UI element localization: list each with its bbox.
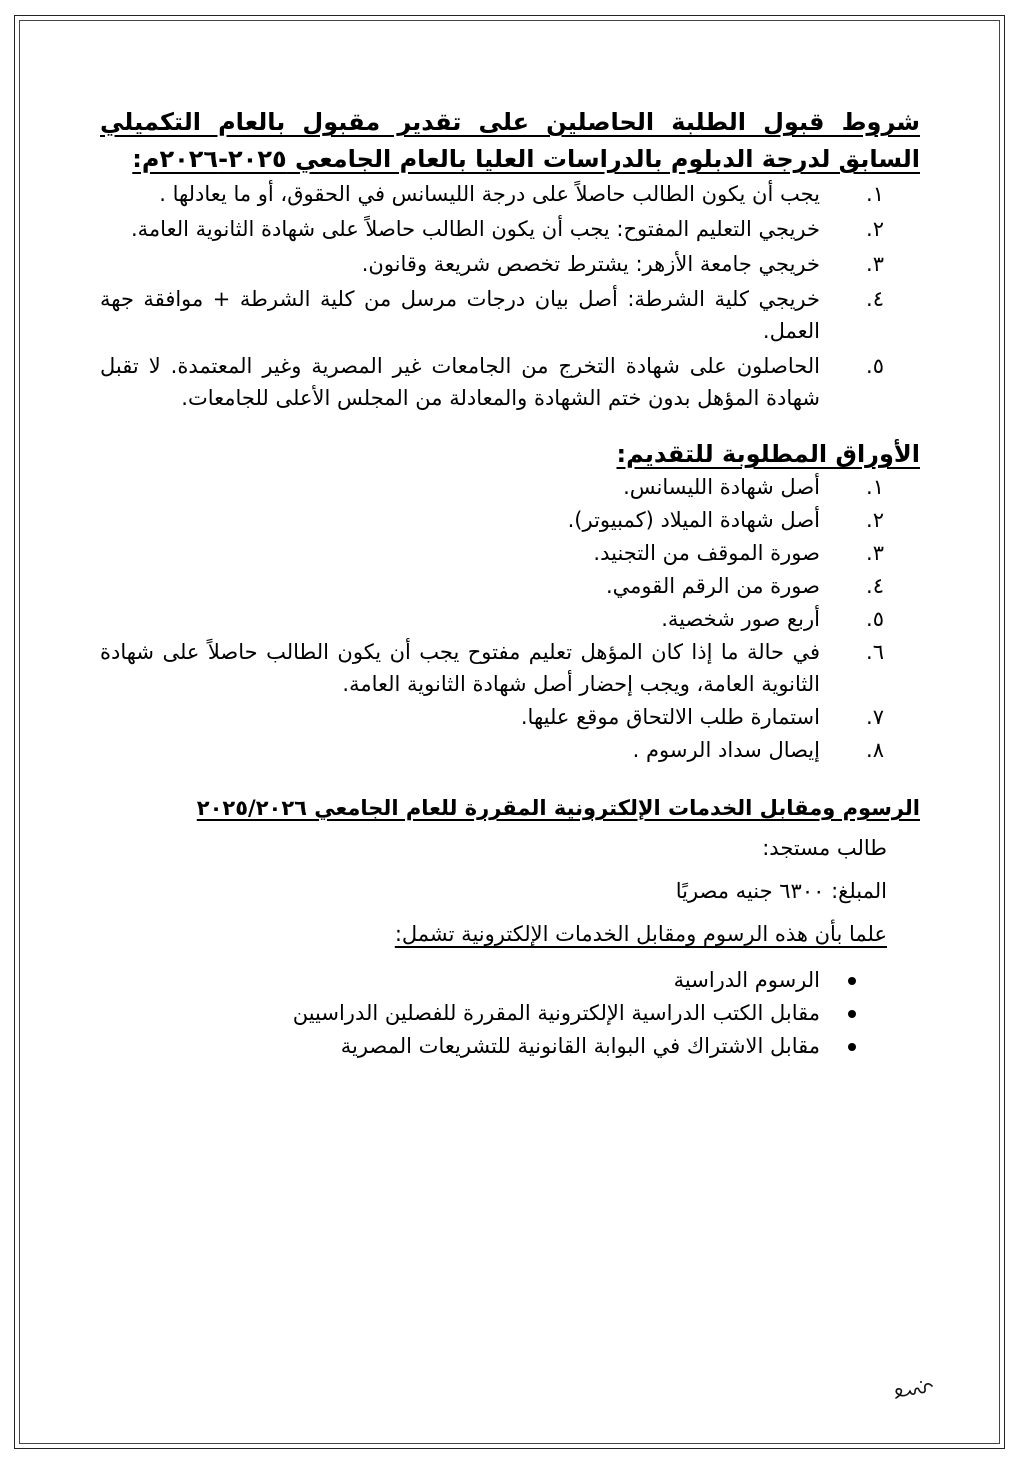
item-text: أصل شهادة الليسانس.	[623, 475, 820, 499]
item-text: استمارة طلب الالتحاق موقع عليها.	[520, 705, 820, 729]
item-text: يجب أن يكون الطالب حاصلاً على درجة الليسانس في الحقوق، أو ما يعادلها .	[159, 182, 820, 206]
item-text: الرسوم الدراسية	[673, 968, 820, 992]
condition-item	[100, 178, 920, 210]
item-number: ٣.	[866, 541, 884, 565]
item-text: إيصال سداد الرسوم .	[632, 738, 820, 762]
required-papers-list	[100, 471, 920, 766]
item-number: ٦.	[866, 640, 884, 664]
bullet-icon	[848, 1043, 856, 1051]
item-number: ٤.	[866, 574, 884, 598]
item-number: ٤.	[866, 287, 884, 311]
item-number: ١.	[866, 182, 884, 206]
bullet-icon	[848, 1010, 856, 1018]
paper-item	[100, 701, 920, 733]
item-text: صورة الموقف من التجنيد.	[593, 541, 820, 565]
item-text: مقابل الكتب الدراسية الإلكترونية المقررة للفصلين الدراسيين	[292, 1001, 820, 1025]
item-number: ٢.	[866, 217, 884, 241]
item-text: أربع صور شخصية.	[661, 607, 820, 631]
item-text: خريجي كلية الشرطة: أصل بيان درجات مرسل من كلية الشرطة + موافقة جهة العمل.	[100, 287, 820, 343]
item-text: مقابل الاشتراك في البوابة القانونية للتشريعات المصرية	[340, 1034, 820, 1058]
item-number: ٥.	[866, 354, 884, 378]
fee-amount: المبلغ: ٦٣٠٠ جنيه مصريًا	[675, 879, 887, 903]
fees-heading: الرسوم ومقابل الخدمات الإلكترونية المقررة للعام الجامعي ٢٠٢٥/٢٠٢٦	[196, 796, 920, 820]
item-number: ٧.	[866, 705, 884, 729]
item-text: الحاصلون على شهادة التخرج من الجامعات غير المصرية وغير المعتمدة. لا تقبل شهادة المؤهل بدون ختم الشهادة والمعادلة من المجلس الأعلى للجامعات.	[100, 354, 820, 410]
papers-heading: الأوراق المطلوبة للتقديم:	[616, 440, 920, 468]
admission-conditions-list	[100, 178, 920, 414]
condition-item	[100, 350, 920, 414]
fees-note: علما بأن هذه الرسوم ومقابل الخدمات الإلكترونية تشمل:	[394, 922, 887, 946]
item-text: في حالة ما إذا كان المؤهل تعليم مفتوح يجب أن يكون الطالب حاصلاً على شهادة الثانوية العامة، ويجب إحضار أصل شهادة الثانوية العامة.	[100, 640, 820, 696]
handwritten-signature	[888, 1376, 938, 1406]
condition-item	[100, 213, 920, 245]
paper-item	[100, 471, 920, 503]
paper-item	[100, 636, 920, 700]
student-type: طالب مستجد:	[762, 836, 887, 860]
paper-item	[100, 734, 920, 766]
condition-item	[100, 283, 920, 347]
item-text: خريجي جامعة الأزهر: يشترط تخصص شريعة وقانون.	[361, 252, 820, 276]
item-number: ٨.	[866, 738, 884, 762]
paper-item	[100, 504, 920, 536]
item-number: ١.	[866, 475, 884, 499]
fee-include-item	[100, 964, 920, 997]
document-body	[100, 104, 920, 1063]
item-text: صورة من الرقم القومي.	[605, 574, 820, 598]
paper-item	[100, 603, 920, 635]
fee-include-item	[100, 1030, 920, 1063]
bullet-icon	[848, 977, 856, 985]
condition-item	[100, 248, 920, 280]
item-number: ٢.	[866, 508, 884, 532]
fee-include-item	[100, 997, 920, 1030]
fees-includes-list	[100, 964, 920, 1063]
item-number: ٥.	[866, 607, 884, 631]
item-text: خريجي التعليم المفتوح: يجب أن يكون الطالب حاصلاً على شهادة الثانوية العامة.	[130, 217, 820, 241]
paper-item	[100, 537, 920, 569]
item-text: أصل شهادة الميلاد (كمبيوتر).	[567, 508, 820, 532]
item-number: ٣.	[866, 252, 884, 276]
document-title: شروط قبول الطلبة الحاصلين على تقدير مقبول بالعام التكميلي السابق لدرجة الدبلوم بالدراسات العليا بالعام الجامعي ٢٠٢٥-٢٠٢٦م:	[100, 108, 920, 173]
paper-item	[100, 570, 920, 602]
